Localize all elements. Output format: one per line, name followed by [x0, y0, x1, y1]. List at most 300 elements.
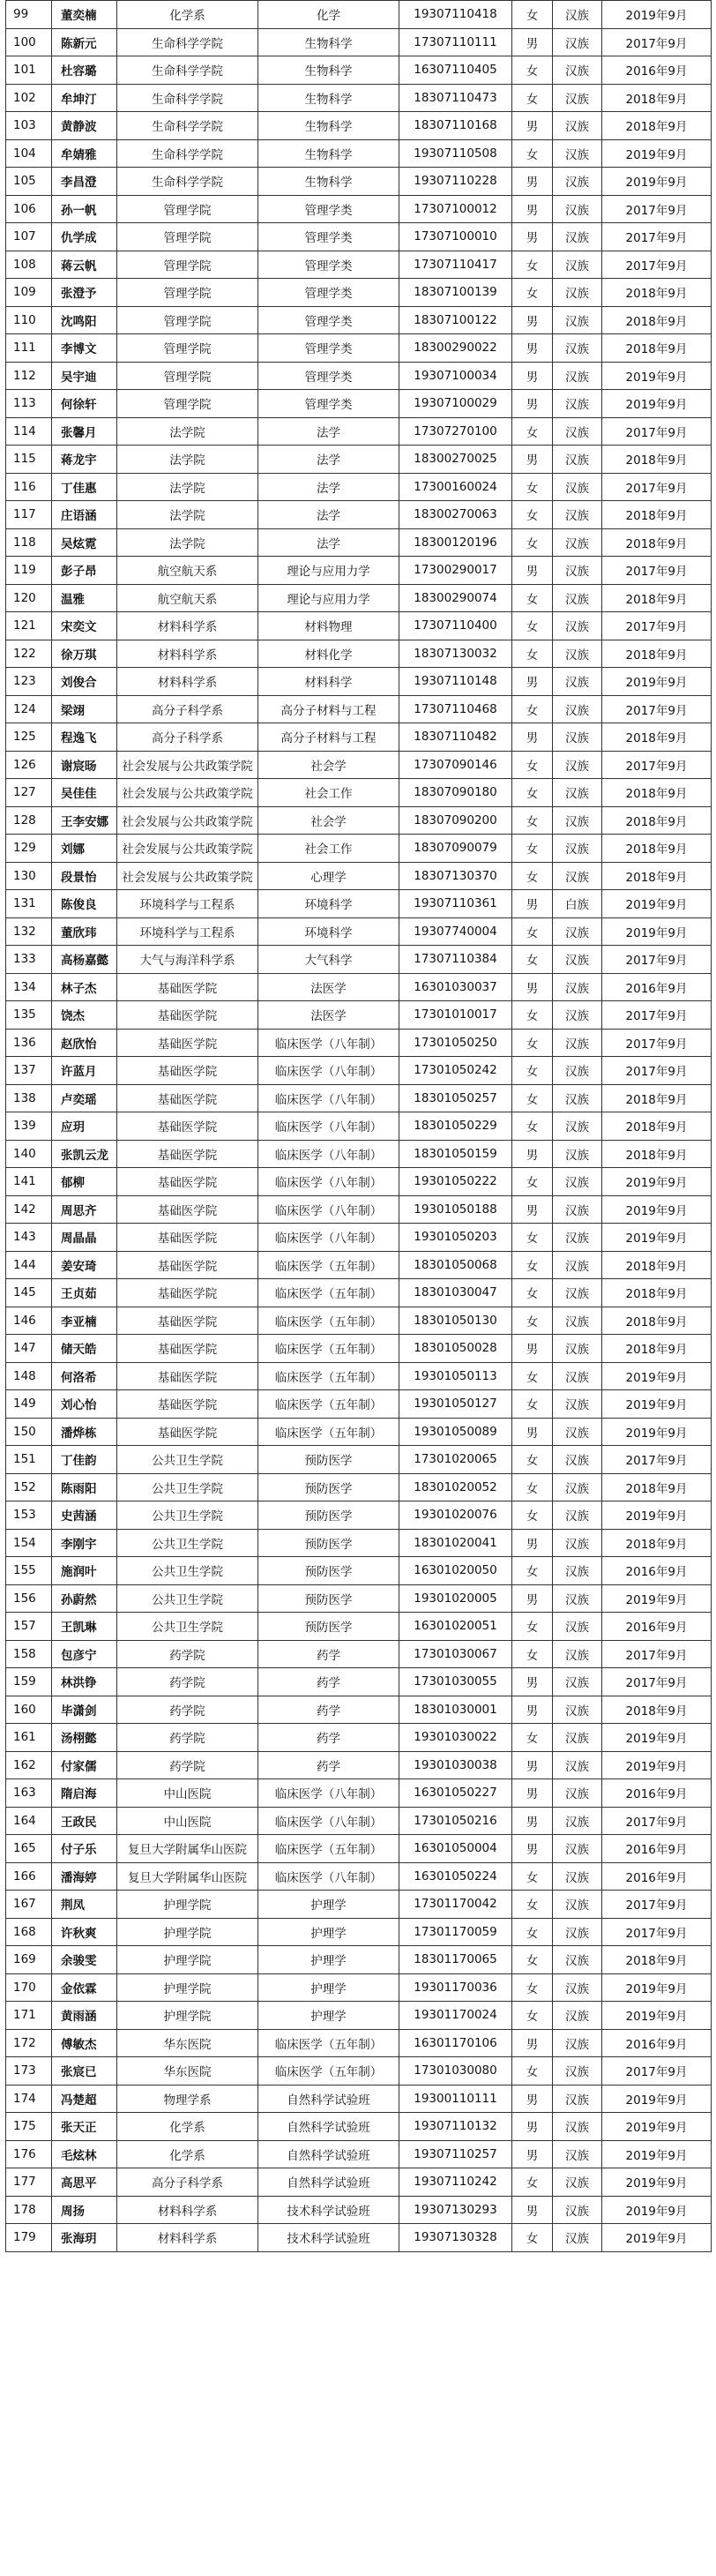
enrollment-date: 2016年9月 — [602, 1557, 712, 1585]
table-row — [6, 501, 712, 529]
ethnicity: 汉族 — [553, 1140, 602, 1168]
student-name: 李亚楠 — [52, 1307, 117, 1335]
student-name: 郁柳 — [52, 1168, 117, 1196]
enrollment-date: 2019年9月 — [602, 139, 712, 168]
gender: 男 — [512, 1584, 553, 1613]
ethnicity: 汉族 — [553, 1362, 602, 1390]
table-row — [6, 1084, 712, 1112]
student-id: 19307110418 — [399, 1, 512, 29]
student-name: 谢宸旸 — [52, 751, 117, 779]
department: 航空航天系 — [117, 557, 258, 585]
department: 基础医学院 — [117, 1140, 258, 1168]
department: 环境科学与工程系 — [117, 890, 258, 918]
enrollment-date: 2017年9月 — [602, 195, 712, 223]
gender: 女 — [512, 1029, 553, 1057]
enrollment-date: 2017年9月 — [602, 1807, 712, 1835]
ethnicity: 汉族 — [553, 1, 602, 29]
major: 预防医学 — [258, 1557, 399, 1585]
enrollment-date: 2019年9月 — [602, 2196, 712, 2224]
major: 临床医学（八年制） — [258, 1195, 399, 1224]
table-row — [6, 1529, 712, 1557]
ethnicity: 汉族 — [553, 2085, 602, 2113]
major: 预防医学 — [258, 1529, 399, 1557]
table-row — [6, 1807, 712, 1835]
major: 护理学 — [258, 1891, 399, 1919]
student-id: 17301170059 — [399, 1918, 512, 1946]
major: 高分子材料与工程 — [258, 695, 399, 723]
row-number: 108 — [6, 251, 52, 279]
student-id: 18307130032 — [399, 640, 512, 668]
row-number: 158 — [6, 1640, 52, 1668]
table-row — [6, 1724, 712, 1752]
department: 高分子科学系 — [117, 695, 258, 723]
table-row — [6, 584, 712, 612]
enrollment-date: 2019年9月 — [602, 1168, 712, 1196]
major: 生物科学 — [258, 168, 399, 196]
student-id: 19301020076 — [399, 1501, 512, 1530]
table-row — [6, 1557, 712, 1585]
table-row — [6, 1751, 712, 1779]
major: 环境科学 — [258, 890, 399, 918]
row-number: 151 — [6, 1446, 52, 1474]
department: 材料科学系 — [117, 640, 258, 668]
gender: 女 — [512, 612, 553, 640]
ethnicity: 汉族 — [553, 56, 602, 85]
student-id: 19307110148 — [399, 668, 512, 696]
table-row — [6, 334, 712, 363]
enrollment-date: 2018年9月 — [602, 1473, 712, 1501]
ethnicity: 汉族 — [553, 446, 602, 474]
ethnicity: 汉族 — [553, 2196, 602, 2224]
gender: 女 — [512, 1279, 553, 1307]
department: 管理学院 — [117, 390, 258, 418]
row-number: 137 — [6, 1057, 52, 1085]
enrollment-date: 2019年9月 — [602, 668, 712, 696]
enrollment-date: 2018年9月 — [602, 1696, 712, 1724]
row-number: 115 — [6, 446, 52, 474]
gender: 男 — [512, 223, 553, 251]
student-name: 付家儒 — [52, 1751, 117, 1779]
major: 管理学类 — [258, 251, 399, 279]
major: 管理学类 — [258, 223, 399, 251]
ethnicity: 汉族 — [553, 1807, 602, 1835]
gender: 男 — [512, 2113, 553, 2141]
row-number: 100 — [6, 28, 52, 56]
gender: 女 — [512, 279, 553, 307]
department: 管理学院 — [117, 279, 258, 307]
major: 临床医学（五年制） — [258, 1835, 399, 1863]
student-id: 18301020052 — [399, 1473, 512, 1501]
table-row — [6, 1668, 712, 1696]
row-number: 120 — [6, 584, 52, 612]
row-number: 155 — [6, 1557, 52, 1585]
student-id: 19301030022 — [399, 1724, 512, 1752]
department: 公共卫生学院 — [117, 1529, 258, 1557]
student-name: 汤栩懿 — [52, 1724, 117, 1752]
gender: 女 — [512, 2057, 553, 2086]
gender: 男 — [512, 1195, 553, 1224]
student-id: 16301020050 — [399, 1557, 512, 1585]
row-number: 128 — [6, 806, 52, 835]
department: 复旦大学附属华山医院 — [117, 1862, 258, 1891]
major: 护理学 — [258, 1918, 399, 1946]
ethnicity: 汉族 — [553, 1029, 602, 1057]
major: 心理学 — [258, 862, 399, 890]
gender: 女 — [512, 1891, 553, 1919]
enrollment-date: 2018年9月 — [602, 584, 712, 612]
department: 基础医学院 — [117, 1112, 258, 1141]
gender: 女 — [512, 1501, 553, 1530]
table-row — [6, 2168, 712, 2197]
gender: 女 — [512, 1168, 553, 1196]
ethnicity: 汉族 — [553, 1779, 602, 1808]
enrollment-date: 2019年9月 — [602, 1501, 712, 1530]
major: 临床医学（五年制） — [258, 2029, 399, 2057]
student-id: 19301030038 — [399, 1751, 512, 1779]
department: 公共卫生学院 — [117, 1613, 258, 1641]
major: 临床医学（五年制） — [258, 1307, 399, 1335]
student-id: 18301050257 — [399, 1084, 512, 1112]
student-name: 黄静波 — [52, 112, 117, 140]
table-row — [6, 1473, 712, 1501]
enrollment-date: 2019年9月 — [602, 917, 712, 946]
major: 社会工作 — [258, 779, 399, 807]
enrollment-date: 2019年9月 — [602, 1195, 712, 1224]
student-name: 隋启海 — [52, 1779, 117, 1808]
row-number: 102 — [6, 84, 52, 112]
ethnicity: 汉族 — [553, 2002, 602, 2030]
student-id: 18300270063 — [399, 501, 512, 529]
department: 生命科学学院 — [117, 139, 258, 168]
major: 药学 — [258, 1640, 399, 1668]
ethnicity: 汉族 — [553, 557, 602, 585]
student-name: 王凯琳 — [52, 1613, 117, 1641]
enrollment-date: 2019年9月 — [602, 390, 712, 418]
student-id: 16301170106 — [399, 2029, 512, 2057]
student-id: 19301170036 — [399, 1973, 512, 2002]
gender: 女 — [512, 528, 553, 557]
table-row — [6, 557, 712, 585]
row-number: 149 — [6, 1390, 52, 1419]
major: 临床医学（五年制） — [258, 1418, 399, 1446]
ethnicity: 汉族 — [553, 28, 602, 56]
student-name: 余骏雯 — [52, 1946, 117, 1974]
table-row — [6, 1418, 712, 1446]
ethnicity: 汉族 — [553, 1057, 602, 1085]
student-name: 徐万琪 — [52, 640, 117, 668]
department: 社会发展与公共政策学院 — [117, 862, 258, 890]
department: 法学院 — [117, 528, 258, 557]
student-id: 19301170024 — [399, 2002, 512, 2030]
table-row — [6, 446, 712, 474]
student-name: 张凯云龙 — [52, 1140, 117, 1168]
department: 基础医学院 — [117, 1168, 258, 1196]
student-id: 19301050188 — [399, 1195, 512, 1224]
gender: 男 — [512, 1335, 553, 1363]
department: 公共卫生学院 — [117, 1584, 258, 1613]
ethnicity: 汉族 — [553, 112, 602, 140]
student-name: 董欣玮 — [52, 917, 117, 946]
department: 基础医学院 — [117, 1195, 258, 1224]
ethnicity: 汉族 — [553, 1307, 602, 1335]
enrollment-date: 2018年9月 — [602, 1084, 712, 1112]
student-id: 18300290022 — [399, 334, 512, 363]
student-id: 19307110361 — [399, 890, 512, 918]
student-name: 黄雨涵 — [52, 2002, 117, 2030]
row-number: 140 — [6, 1140, 52, 1168]
student-name: 沈鸣阳 — [52, 306, 117, 334]
student-id: 17301050250 — [399, 1029, 512, 1057]
student-name: 李博文 — [52, 334, 117, 363]
row-number: 103 — [6, 112, 52, 140]
enrollment-date: 2017年9月 — [602, 612, 712, 640]
enrollment-date: 2017年9月 — [602, 223, 712, 251]
department: 药学院 — [117, 1696, 258, 1724]
student-id: 18307110168 — [399, 112, 512, 140]
table-row — [6, 1195, 712, 1224]
row-number: 111 — [6, 334, 52, 363]
student-name: 陈新元 — [52, 28, 117, 56]
student-id: 17300160024 — [399, 473, 512, 501]
gender: 女 — [512, 1473, 553, 1501]
row-number: 165 — [6, 1835, 52, 1863]
enrollment-date: 2019年9月 — [602, 1751, 712, 1779]
student-id: 18301030001 — [399, 1696, 512, 1724]
gender: 女 — [512, 1251, 553, 1279]
department: 材料科学系 — [117, 2224, 258, 2252]
enrollment-date: 2018年9月 — [602, 279, 712, 307]
ethnicity: 汉族 — [553, 501, 602, 529]
enrollment-date: 2018年9月 — [602, 723, 712, 752]
row-number: 105 — [6, 168, 52, 196]
gender: 女 — [512, 779, 553, 807]
row-number: 119 — [6, 557, 52, 585]
student-id: 18301050028 — [399, 1335, 512, 1363]
department: 基础医学院 — [117, 1362, 258, 1390]
department: 护理学院 — [117, 1918, 258, 1946]
student-name: 史茜涵 — [52, 1501, 117, 1530]
row-number: 179 — [6, 2224, 52, 2252]
major: 生物科学 — [258, 84, 399, 112]
enrollment-date: 2018年9月 — [602, 640, 712, 668]
gender: 男 — [512, 890, 553, 918]
department: 管理学院 — [117, 251, 258, 279]
table-row — [6, 84, 712, 112]
enrollment-date: 2018年9月 — [602, 112, 712, 140]
gender: 女 — [512, 1307, 553, 1335]
enrollment-date: 2017年9月 — [602, 1918, 712, 1946]
department: 社会发展与公共政策学院 — [117, 751, 258, 779]
department: 护理学院 — [117, 1946, 258, 1974]
department: 基础医学院 — [117, 1418, 258, 1446]
enrollment-date: 2019年9月 — [602, 1973, 712, 2002]
ethnicity: 汉族 — [553, 1473, 602, 1501]
table-row — [6, 2002, 712, 2030]
department: 基础医学院 — [117, 1224, 258, 1252]
row-number: 127 — [6, 779, 52, 807]
gender: 女 — [512, 1973, 553, 2002]
row-number: 162 — [6, 1751, 52, 1779]
row-number: 170 — [6, 1973, 52, 2002]
enrollment-date: 2016年9月 — [602, 1779, 712, 1808]
student-name: 程逸飞 — [52, 723, 117, 752]
department: 生命科学学院 — [117, 168, 258, 196]
gender: 男 — [512, 557, 553, 585]
major: 护理学 — [258, 2002, 399, 2030]
student-id: 19301050222 — [399, 1168, 512, 1196]
table-row — [6, 2057, 712, 2086]
gender: 男 — [512, 1140, 553, 1168]
row-number: 144 — [6, 1251, 52, 1279]
ethnicity: 汉族 — [553, 946, 602, 974]
department: 社会发展与公共政策学院 — [117, 779, 258, 807]
table-row — [6, 473, 712, 501]
department: 管理学院 — [117, 362, 258, 390]
row-number: 167 — [6, 1891, 52, 1919]
major: 自然科学试验班 — [258, 2085, 399, 2113]
student-name: 赵欣怡 — [52, 1029, 117, 1057]
row-number: 177 — [6, 2168, 52, 2197]
ethnicity: 汉族 — [553, 2224, 602, 2252]
student-id: 17307110417 — [399, 251, 512, 279]
ethnicity: 汉族 — [553, 1751, 602, 1779]
table-row — [6, 946, 712, 974]
ethnicity: 汉族 — [553, 1835, 602, 1863]
student-id: 16301030037 — [399, 973, 512, 1001]
gender: 男 — [512, 390, 553, 418]
gender: 男 — [512, 2085, 553, 2113]
row-number: 130 — [6, 862, 52, 890]
table-row — [6, 223, 712, 251]
student-id: 18307110473 — [399, 84, 512, 112]
enrollment-date: 2016年9月 — [602, 56, 712, 85]
enrollment-date: 2017年9月 — [602, 751, 712, 779]
row-number: 163 — [6, 1779, 52, 1808]
gender: 男 — [512, 1668, 553, 1696]
enrollment-date: 2018年9月 — [602, 528, 712, 557]
student-id: 18307100122 — [399, 306, 512, 334]
ethnicity: 汉族 — [553, 223, 602, 251]
row-number: 101 — [6, 56, 52, 85]
student-name: 庄语涵 — [52, 501, 117, 529]
department: 公共卫生学院 — [117, 1446, 258, 1474]
gender: 女 — [512, 1613, 553, 1641]
ethnicity: 汉族 — [553, 1862, 602, 1891]
student-name: 施润叶 — [52, 1557, 117, 1585]
department: 高分子科学系 — [117, 2168, 258, 2197]
student-name: 杜容璐 — [52, 56, 117, 85]
gender: 男 — [512, 1835, 553, 1863]
student-id: 16301050227 — [399, 1779, 512, 1808]
row-number: 171 — [6, 2002, 52, 2030]
student-name: 毕潇剑 — [52, 1696, 117, 1724]
ethnicity: 汉族 — [553, 1891, 602, 1919]
enrollment-date: 2018年9月 — [602, 806, 712, 835]
ethnicity: 汉族 — [553, 1557, 602, 1585]
ethnicity: 汉族 — [553, 1195, 602, 1224]
enrollment-date: 2017年9月 — [602, 28, 712, 56]
enrollment-date: 2018年9月 — [602, 334, 712, 363]
row-number: 152 — [6, 1473, 52, 1501]
table-row — [6, 2029, 712, 2057]
department: 药学院 — [117, 1668, 258, 1696]
student-id: 17307270100 — [399, 417, 512, 446]
major: 法学 — [258, 528, 399, 557]
student-name: 周扬 — [52, 2196, 117, 2224]
major: 化学 — [258, 1, 399, 29]
major: 临床医学（八年制） — [258, 1084, 399, 1112]
row-number: 135 — [6, 1001, 52, 1030]
table-row — [6, 1696, 712, 1724]
row-number: 125 — [6, 723, 52, 752]
gender: 男 — [512, 168, 553, 196]
department: 基础医学院 — [117, 1251, 258, 1279]
department: 生命科学学院 — [117, 84, 258, 112]
department: 生命科学学院 — [117, 112, 258, 140]
gender: 男 — [512, 1751, 553, 1779]
student-id: 16301050224 — [399, 1862, 512, 1891]
enrollment-date: 2018年9月 — [602, 1251, 712, 1279]
enrollment-date: 2017年9月 — [602, 417, 712, 446]
major: 法学 — [258, 446, 399, 474]
student-id: 17301010017 — [399, 1001, 512, 1030]
gender: 女 — [512, 1084, 553, 1112]
department: 航空航天系 — [117, 584, 258, 612]
gender: 女 — [512, 1918, 553, 1946]
major: 大气科学 — [258, 946, 399, 974]
department: 公共卫生学院 — [117, 1473, 258, 1501]
department: 药学院 — [117, 1640, 258, 1668]
ethnicity: 汉族 — [553, 334, 602, 363]
enrollment-date: 2018年9月 — [602, 862, 712, 890]
gender: 男 — [512, 723, 553, 752]
row-number: 174 — [6, 2085, 52, 2113]
gender: 女 — [512, 1946, 553, 1974]
student-id: 19307110257 — [399, 2140, 512, 2168]
student-id: 18301050068 — [399, 1251, 512, 1279]
table-row — [6, 973, 712, 1001]
table-row — [6, 390, 712, 418]
student-id: 18301170065 — [399, 1946, 512, 1974]
table-row — [6, 279, 712, 307]
gender: 男 — [512, 1779, 553, 1808]
department: 基础医学院 — [117, 1307, 258, 1335]
table-row — [6, 2196, 712, 2224]
department: 基础医学院 — [117, 1057, 258, 1085]
student-name: 陈雨阳 — [52, 1473, 117, 1501]
enrollment-date: 2019年9月 — [602, 1, 712, 29]
gender: 男 — [512, 668, 553, 696]
department: 化学系 — [117, 2140, 258, 2168]
ethnicity: 汉族 — [553, 2140, 602, 2168]
row-number: 148 — [6, 1362, 52, 1390]
gender: 女 — [512, 584, 553, 612]
enrollment-date: 2019年9月 — [602, 1724, 712, 1752]
ethnicity: 汉族 — [553, 779, 602, 807]
major: 管理学类 — [258, 306, 399, 334]
student-id: 17301020065 — [399, 1446, 512, 1474]
enrollment-date: 2017年9月 — [602, 1891, 712, 1919]
gender: 女 — [512, 473, 553, 501]
major: 法医学 — [258, 973, 399, 1001]
enrollment-date: 2018年9月 — [602, 1140, 712, 1168]
student-name: 仇学成 — [52, 223, 117, 251]
department: 材料科学系 — [117, 668, 258, 696]
enrollment-date: 2017年9月 — [602, 473, 712, 501]
table-row — [6, 362, 712, 390]
table-row — [6, 139, 712, 168]
enrollment-date: 2019年9月 — [602, 2224, 712, 2252]
